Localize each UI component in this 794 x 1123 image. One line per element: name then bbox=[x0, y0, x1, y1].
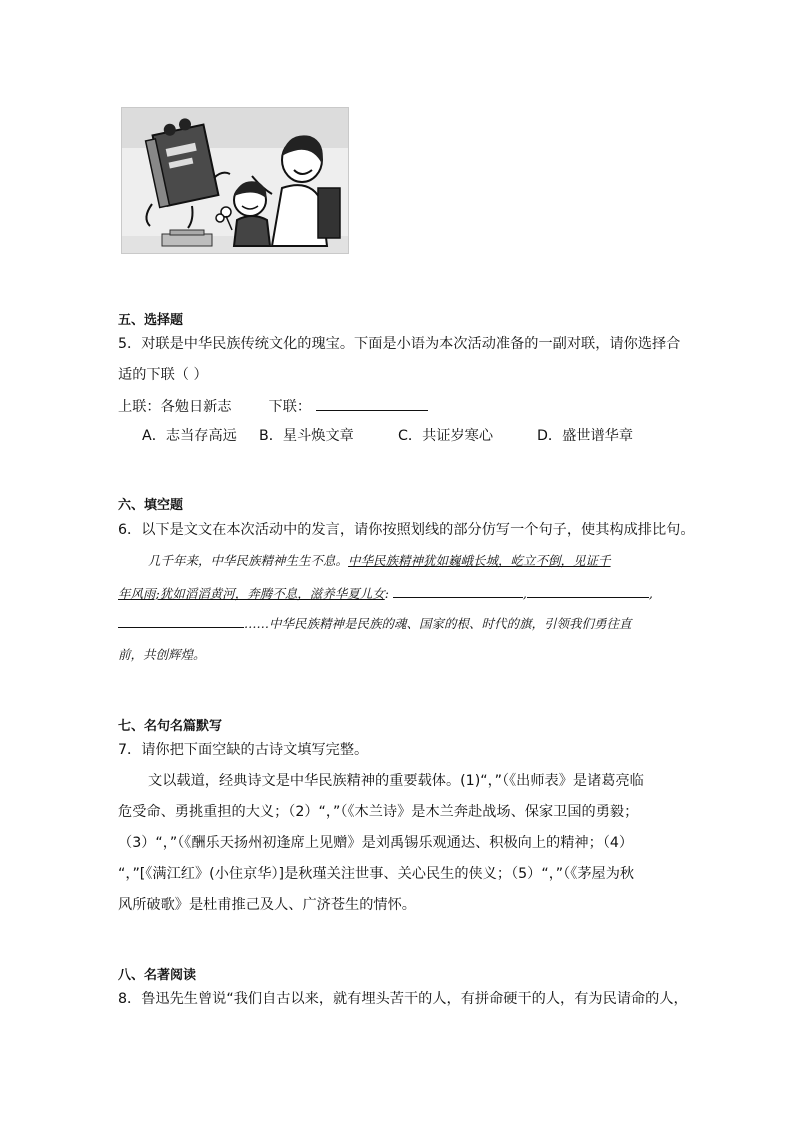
option-d[interactable]: D．盛世谱华章 bbox=[537, 428, 634, 444]
poetry-line-1: 文以载道，经典诗文是中华民族精神的重要载体。(1)“，”（《出师表》是诸葛亮临 bbox=[148, 773, 644, 789]
speech-line-1 bbox=[148, 551, 611, 569]
section-6-title: 六、填空题 bbox=[118, 498, 184, 513]
speech-line-3-text: ……中华民族精神是民族的魂、国家的根、时代的旗，引领我们勇往直 bbox=[244, 616, 632, 631]
lower-couplet-blank[interactable] bbox=[316, 396, 428, 411]
speech-line-3 bbox=[118, 613, 632, 632]
speech-underlined-2: 年风雨;犹如滔滔黄河，奔腾不息，滋养华夏儿女 bbox=[118, 586, 385, 601]
lower-couplet-label: 下联： bbox=[268, 399, 312, 415]
question-8-line: 8．鲁迅先生曾说“我们自古以来，就有埋头苦干的人，有拼命硬干的人，有为民请命的人， bbox=[118, 991, 688, 1007]
section-7-title: 七、名句名篇默写 bbox=[118, 719, 223, 734]
speech-line-2 bbox=[118, 583, 653, 602]
question-5-line-2: 适的下联（ ） bbox=[118, 367, 208, 383]
colon: : bbox=[384, 586, 389, 601]
question-7-line: 7．请你把下面空缺的古诗文填写完整。 bbox=[118, 742, 369, 758]
section-8-title: 八、名著阅读 bbox=[118, 968, 197, 983]
imitation-blank-1[interactable] bbox=[393, 583, 523, 598]
section-5-title: 五、选择题 bbox=[118, 313, 184, 328]
speech-underlined-1: 中华民族精神犹如巍峨长城，屹立不倒，见证千 bbox=[348, 553, 611, 568]
question-5-line-1: 5．对联是中华民族传统文化的瑰宝。下面是小语为本次活动准备的一副对联，请你选择合 bbox=[118, 336, 681, 352]
poetry-line-4: “，”[《满江红》(小住京华）]是秋瑾关注世事、关心民生的侠义；（5）“，”（《茅屋为秋 bbox=[118, 866, 635, 882]
upper-couplet: 上联：各勉日新志 bbox=[118, 399, 232, 415]
poetry-line-2: 危受命、勇挑重担的大义；（2）“，”（《木兰诗》是木兰奔赴战场、保家卫国的勇毅； bbox=[118, 804, 639, 820]
comma-2: , bbox=[648, 586, 653, 601]
cartoon-illustration bbox=[121, 107, 349, 254]
imitation-blank-2[interactable] bbox=[527, 583, 649, 598]
speech-part-1: 几千年来，中华民族精神生生不息。 bbox=[148, 553, 349, 568]
poetry-line-5: 风所破歌》是杜甫推己及人、广济苍生的情怀。 bbox=[118, 897, 416, 913]
poetry-line-3: （3）“，”（《酬乐天扬州初逢席上见赠》是刘禹锡乐观通达、积极向上的精神；（4） bbox=[118, 835, 634, 851]
option-a[interactable]: A．志当存高远 bbox=[142, 428, 237, 444]
couplet-line bbox=[118, 396, 428, 416]
imitation-blank-3[interactable] bbox=[118, 613, 244, 628]
question-6-line: 6．以下是文文在本次活动中的发言，请你按照划线的部分仿写一个句子，使其构成排比句。 bbox=[118, 522, 695, 538]
option-c[interactable]: C．共证岁寒心 bbox=[398, 428, 494, 444]
option-b[interactable]: B．星斗焕文章 bbox=[259, 428, 354, 444]
speech-line-4: 前，共创辉煌。 bbox=[118, 647, 206, 662]
comma-1: , bbox=[522, 586, 527, 601]
